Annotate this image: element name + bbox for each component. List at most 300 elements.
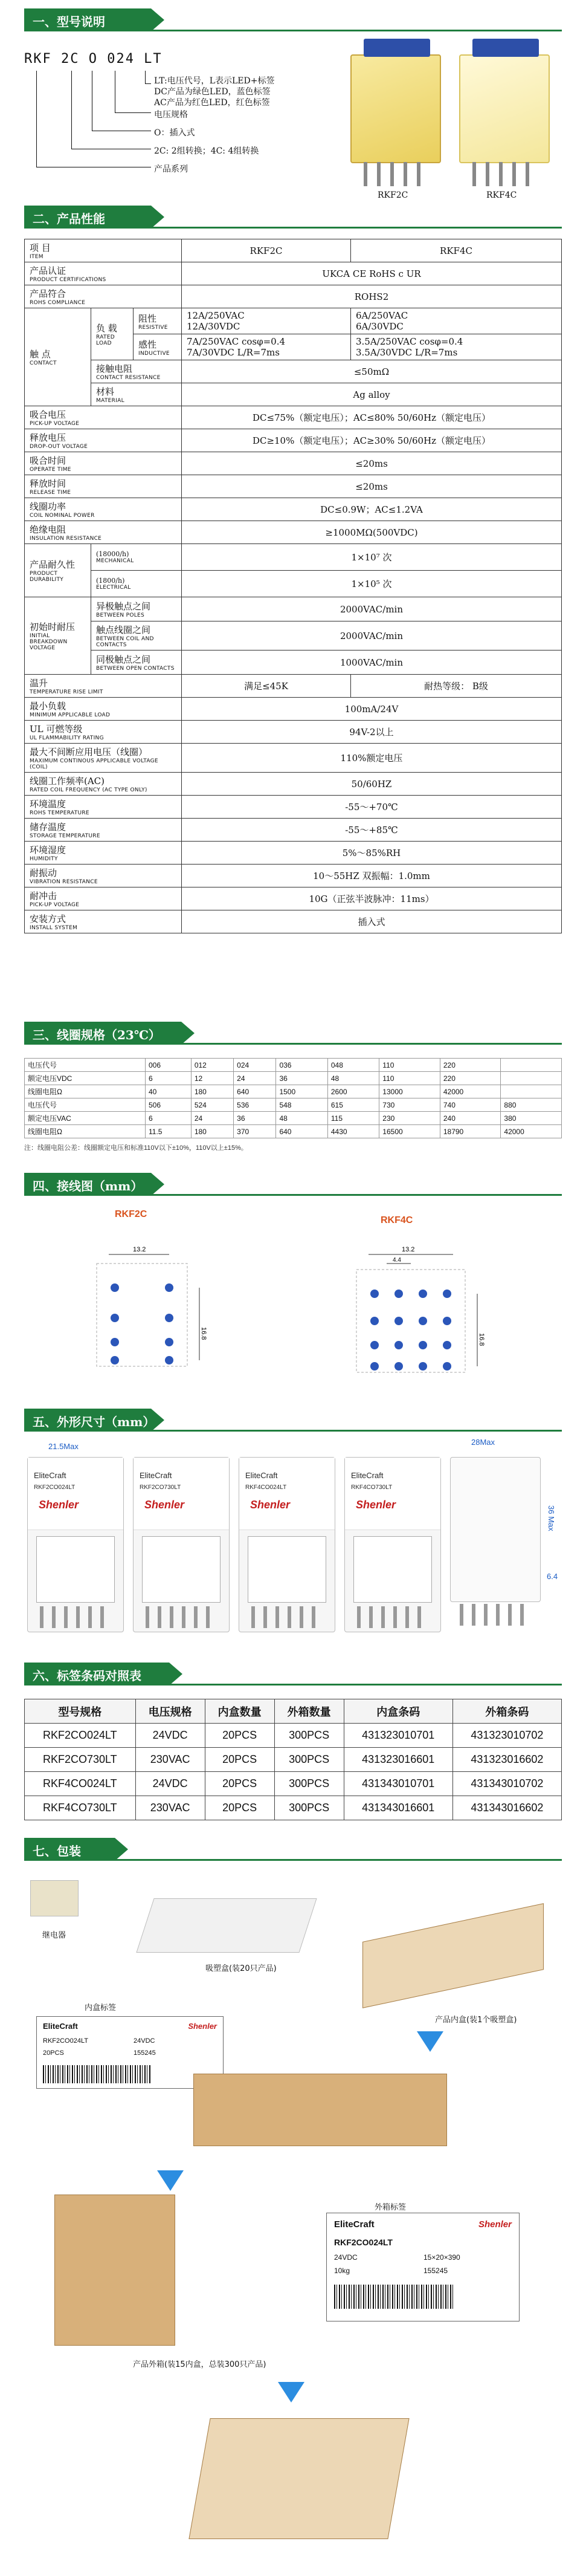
cell-cn: 产品符合 (30, 288, 66, 299)
table-row (25, 1098, 562, 1112)
table-cell: 220 (440, 1059, 501, 1072)
table-cell: 180 (191, 1085, 233, 1098)
column-header: 型号规格 (25, 1699, 136, 1724)
single-relay-image (30, 1880, 79, 1916)
table-cell: 6 (146, 1072, 192, 1085)
outer-label-card (326, 2213, 520, 2321)
model-line-1: LT:电压代号，L表示LED+标签 (154, 76, 275, 86)
table-cell: 110 (379, 1059, 440, 1072)
cell-value: ≤20ms (182, 452, 562, 475)
cell-en: ROHS TEMPERATURE (30, 810, 89, 816)
model-explanation (24, 51, 338, 184)
table-cell: 230VAC (135, 1748, 205, 1772)
brand-logo-red: Shenler (250, 1499, 291, 1511)
cell-cn: 温升 (30, 678, 48, 689)
cell-en: MATERIAL (96, 398, 124, 404)
cell-en: PICK-UP VOLTAGE (30, 902, 80, 908)
cell-value: 5%～85%RH (182, 842, 562, 865)
relay-image-rkf4c (459, 54, 550, 163)
cell-value: Ag alloy (182, 383, 562, 406)
relay-cap (364, 39, 430, 57)
cell-cn: 感性 (138, 339, 157, 350)
label-weight: 10kg (334, 2266, 350, 2275)
cell-en: RESISTIVE (138, 324, 168, 331)
section-divider (24, 1859, 562, 1861)
cell-value: 1×10⁵ 次 (182, 571, 562, 597)
product-pins (460, 1604, 532, 1626)
brand-logo: EliteCraft (34, 1471, 66, 1480)
model-line-7: 产品系列 (154, 164, 188, 174)
arrow-icon (417, 2031, 443, 2052)
table-row (25, 1796, 562, 1820)
cell-cn: 产品耐久性 (30, 559, 76, 570)
product-model: RKF2CO730LT (140, 1484, 181, 1491)
row-label: 电压代号 (25, 1059, 146, 1072)
table-cell: 024 (234, 1059, 276, 1072)
table-cell: 1500 (276, 1085, 327, 1098)
cell-value: ROHS2 (182, 285, 562, 308)
label-brand-red: Shenler (188, 2022, 217, 2031)
cell-en: HUMIDITY (30, 856, 58, 862)
row-label: 额定电压VDC (25, 1072, 146, 1085)
cell-value: 耐热等级： B级 (351, 675, 562, 698)
table-cell: 506 (146, 1098, 192, 1112)
column-header: 电压规格 (135, 1699, 205, 1724)
table-cell: 180 (191, 1125, 233, 1138)
section-title-wiring: 四、接线图（mm） (24, 1173, 151, 1196)
table-row (25, 239, 562, 262)
table-cell: 40 (146, 1085, 192, 1098)
table-row (25, 429, 562, 452)
table-row (25, 521, 562, 544)
table-cell: 20PCS (205, 1724, 274, 1748)
row-label: 额定电压VAC (25, 1112, 146, 1125)
table-cell (501, 1059, 562, 1072)
table-cell: 36 (234, 1112, 276, 1125)
table-row (25, 675, 562, 698)
table-cell: RKF2CO730LT (25, 1748, 136, 1772)
cell-cn: 同极触点之间 (96, 654, 151, 665)
cell-cn: 安装方式 (30, 913, 66, 924)
table-cell: 431323010701 (344, 1724, 452, 1748)
model-line-5: O：插入式 (154, 128, 195, 138)
relay-cap (472, 39, 539, 57)
cell-value: 3.5A/250VAC cosφ=0.4 3.5A/30VDC L/R=7ms (351, 334, 562, 360)
cell-en: TEMPERATURE RISE LIMIT (30, 689, 103, 695)
table-row (25, 383, 562, 406)
table-row (25, 650, 562, 675)
table-row (25, 1085, 562, 1098)
product-view-1 (27, 1457, 124, 1632)
table-cell: 6 (146, 1112, 192, 1125)
cell-en: CONTACT (30, 360, 57, 366)
table-row (25, 910, 562, 933)
cell-en: MECHANICAL (96, 558, 134, 564)
product-model: RKF4CO024LT (245, 1484, 287, 1491)
table-cell: 431343016601 (344, 1796, 452, 1820)
wiring-title-right: RKF4C (381, 1215, 413, 1225)
inner-box-image (362, 1903, 544, 2008)
table-cell: 24 (234, 1072, 276, 1085)
section-title-dimensions: 五、外形尺寸（mm） (24, 1409, 151, 1432)
table-cell: 615 (327, 1098, 379, 1112)
table-row (25, 308, 562, 334)
section-divider (24, 1043, 562, 1045)
table-cell (501, 1072, 562, 1085)
table-cell: 548 (276, 1098, 327, 1112)
table-cell: 11.5 (146, 1125, 192, 1138)
table-cell: 220 (440, 1072, 501, 1085)
table-cell: 24VDC (135, 1724, 205, 1748)
cell-value: ≤50mΩ (182, 360, 562, 383)
inner-box-label: 产品内盒(装1个吸塑盒) (435, 2016, 517, 2025)
cell-cn: 阻性 (138, 313, 157, 324)
label-size: 15×20×390 (423, 2253, 460, 2262)
product-side-view (450, 1457, 541, 1602)
table-cell: 42000 (501, 1125, 562, 1138)
wiring-title-left: RKF2C (115, 1209, 147, 1219)
table-cell: 24VDC (135, 1772, 205, 1796)
cell-value: 插入式 (182, 910, 562, 933)
row-label: 线圈电阻Ω (25, 1125, 146, 1138)
product-view-4 (344, 1457, 441, 1632)
label-voltage: 24VDC (134, 2037, 155, 2045)
cell-value: -55～+85℃ (182, 819, 562, 842)
table-cell: 300PCS (274, 1796, 344, 1820)
product-face (239, 1458, 335, 1530)
table-cell: 230VAC (135, 1796, 205, 1820)
cell-value: 10G（正弦半波脉冲：11ms） (182, 887, 562, 910)
cert-logos: UKCA CE RoHS c UR (182, 262, 562, 285)
table-row (25, 865, 562, 887)
cell-cn: 耐振动 (30, 868, 57, 878)
table-cell: 370 (234, 1125, 276, 1138)
column-header: 外箱数量 (274, 1699, 344, 1724)
table-cell: 20PCS (205, 1748, 274, 1772)
performance-table (24, 239, 562, 933)
table-row (25, 773, 562, 796)
column-header: 内盒数量 (205, 1699, 274, 1724)
relay-image-rkf2c (350, 54, 441, 163)
cell-cn: UL 可燃等级 (30, 724, 83, 735)
table-cell: 431343016602 (452, 1796, 561, 1820)
table-row (25, 360, 562, 383)
outer-label-title: 外箱标签 (375, 2203, 407, 2212)
table-cell: RKF4CO730LT (25, 1796, 136, 1820)
cell-value: 10～55HZ 双振幅：1.0mm (182, 865, 562, 887)
dim-label-width: 13.2 (402, 1246, 415, 1253)
tray-image (136, 1898, 317, 1953)
table-cell: 115 (327, 1112, 379, 1125)
cell-en: INDUCTIVE (138, 350, 170, 357)
cell-cn: 最大不间断应用电压（线圈） (30, 747, 148, 758)
cell-value: DC≤75%（额定电压）；AC≤80% 50/60Hz（额定电压） (182, 406, 562, 429)
section-title-model: 一、型号说明 (24, 8, 151, 31)
cell-en: INSULATION RESISTANCE (30, 536, 102, 542)
arrow-icon (278, 2382, 304, 2402)
table-row (25, 1125, 562, 1138)
label-qty: 20PCS (43, 2049, 64, 2057)
cell-cn: 绝缘电阻 (30, 524, 66, 535)
table-cell: 20PCS (205, 1772, 274, 1796)
cell-cn: 线圈功率 (30, 501, 66, 512)
cell-cn: 接触电阻 (96, 363, 133, 374)
sealed-outer-box (188, 2418, 409, 2539)
product-pins (357, 1606, 430, 1628)
dim-height-label: 36 Max (547, 1505, 556, 1531)
table-cell: 431323010702 (452, 1724, 561, 1748)
cell-value: 94V-2以上 (182, 721, 562, 744)
cell-en: PRODUCT DURABILITY (30, 571, 64, 583)
table-row (25, 1072, 562, 1085)
cell-cn: 最小负载 (30, 701, 66, 712)
cell-en: RATED COIL FREQUENCY (AC TYPE ONLY) (30, 787, 147, 793)
dim-label-height: 16.8 (200, 1327, 207, 1340)
table-row (25, 744, 562, 773)
table-cell: 380 (501, 1112, 562, 1125)
brand-logo: EliteCraft (245, 1471, 278, 1480)
cell-cn: 释放时间 (30, 478, 66, 489)
dim-label-width: 13.2 (133, 1246, 146, 1253)
cell-value: 100mA/24V (182, 698, 562, 721)
header-rkf4c: RKF4C (351, 239, 562, 262)
table-cell: 036 (276, 1059, 327, 1072)
cell-cn: 负 载 (96, 323, 117, 334)
label-model: RKF2CO024LT (43, 2037, 88, 2045)
section-divider (24, 30, 562, 31)
cell-value: 1×10⁷ 次 (182, 544, 562, 571)
model-line-6: 2C: 2组转换；4C: 4组转换 (154, 146, 259, 156)
table-cell: 640 (234, 1085, 276, 1098)
table-cell: 2600 (327, 1085, 379, 1098)
table-cell: 13000 (379, 1085, 440, 1098)
cell-en: MINIMUM APPLICABLE LOAD (30, 712, 111, 718)
cell-en: OPERATE TIME (30, 467, 71, 473)
section-title-performance: 二、产品性能 (24, 206, 151, 229)
relay-pins (472, 162, 539, 186)
product-view-3 (239, 1457, 335, 1632)
label-brand: EliteCraft (334, 2219, 375, 2230)
cell-cn: 吸合电压 (30, 409, 66, 420)
dim-label-height: 16.8 (478, 1333, 485, 1346)
table-cell: 12 (191, 1072, 233, 1085)
cell-cn: 耐冲击 (30, 891, 57, 901)
table-cell: 300PCS (274, 1772, 344, 1796)
cell-en: INSTALL SYSTEM (30, 925, 78, 931)
table-row (25, 1112, 562, 1125)
label-voltage: 24VDC (334, 2253, 358, 2262)
table-row (25, 621, 562, 650)
cell-en: PICK-UP VOLTAGE (30, 421, 80, 427)
cell-en: STORAGE TEMPERATURE (30, 833, 100, 839)
cell-cn: 产品认证 (30, 265, 66, 276)
row-label: 电压代号 (25, 1098, 146, 1112)
cell-cn: 环境湿度 (30, 845, 66, 855)
label-code: 155245 (423, 2266, 448, 2275)
column-header: 内盒条码 (344, 1699, 452, 1724)
table-cell: 740 (440, 1098, 501, 1112)
section-title-packaging: 七、包装 (24, 1838, 115, 1861)
cell-cn: 吸合时间 (30, 455, 66, 466)
table-cell: 431343010701 (344, 1772, 452, 1796)
cell-cn: 材料 (96, 386, 115, 397)
wiring-diagram-rkf4c (350, 1246, 489, 1378)
product-face (345, 1458, 440, 1530)
table-row (25, 796, 562, 819)
section-divider (24, 1684, 562, 1685)
wiring-diagram-rkf2c (91, 1246, 211, 1378)
cell-cn: 线圈工作频率(AC) (30, 776, 105, 787)
outer-box-stack (54, 2195, 175, 2346)
tray-label: 吸塑盒(装20只产品) (205, 1964, 277, 1973)
table-cell: 880 (501, 1098, 562, 1112)
table-cell: 048 (327, 1059, 379, 1072)
table-row (25, 452, 562, 475)
cell-value: DC≥10%（额定电压）；AC≥30% 50/60Hz（额定电压） (182, 429, 562, 452)
header-item-cn: 项 目 (30, 242, 51, 253)
section-divider (24, 227, 562, 229)
product-model: RKF4CO730LT (351, 1484, 393, 1491)
table-cell: 300PCS (274, 1724, 344, 1748)
cell-value: DC≤0.9W；AC≤1.2VA (182, 498, 562, 521)
row-label: 线圈电阻Ω (25, 1085, 146, 1098)
cell-cn: 环境温度 (30, 799, 66, 809)
relay-pins (364, 162, 430, 186)
cell-cn: 释放电压 (30, 432, 66, 443)
cell-cn: 储存温度 (30, 822, 66, 832)
table-cell: 230 (379, 1112, 440, 1125)
table-header-row (25, 1699, 562, 1724)
model-line-2: DC产品为绿色LED，蓝色标签 (154, 87, 271, 97)
dim-label-pitch: 4.4 (393, 1257, 401, 1264)
table-row (25, 698, 562, 721)
section-divider (24, 1194, 562, 1196)
table-row (25, 819, 562, 842)
table-cell: 730 (379, 1098, 440, 1112)
inner-label-title: 内盒标签 (85, 2003, 117, 2013)
table-cell: 48 (327, 1072, 379, 1085)
cell-cn: (1800/h) (96, 577, 125, 585)
brand-logo: EliteCraft (351, 1471, 384, 1480)
cell-value: 6A/250VAC 6A/30VDC (351, 308, 562, 334)
section-title-barcode: 六、标签条码对照表 (24, 1663, 169, 1685)
cell-en: MAXIMUM CONTINOUS APPLICABLE VOLTAGE (COIL) (30, 758, 158, 770)
table-cell (501, 1085, 562, 1098)
cell-value: 50/60HZ (182, 773, 562, 796)
arrow-icon (157, 2170, 184, 2191)
table-cell: RKF2CO024LT (25, 1724, 136, 1748)
table-row (25, 498, 562, 521)
cell-en: RATED LOAD (96, 334, 115, 346)
cell-value: 2000VAC/min (182, 597, 562, 621)
table-cell: 36 (276, 1072, 327, 1085)
table-row (25, 1748, 562, 1772)
table-cell: 431343010702 (452, 1772, 561, 1796)
circuit-label (353, 1536, 432, 1603)
product-model: RKF2CO024LT (34, 1484, 76, 1491)
table-cell: 16500 (379, 1125, 440, 1138)
table-cell: 4430 (327, 1125, 379, 1138)
inner-box-closed (193, 2074, 447, 2146)
table-row (25, 262, 562, 285)
cell-value: ≤20ms (182, 475, 562, 498)
barcode-image (334, 2285, 455, 2309)
table-row (25, 842, 562, 865)
table-row (25, 571, 562, 597)
cell-cn: 异极触点之间 (96, 601, 151, 612)
circuit-label (248, 1536, 326, 1603)
brand-logo-red: Shenler (144, 1499, 185, 1511)
cell-value: 满足≤45K (182, 675, 351, 698)
cell-value: -55～+70℃ (182, 796, 562, 819)
table-row (25, 1772, 562, 1796)
cell-value: 7A/250VAC cosφ=0.4 7A/30VDC L/R=7ms (182, 334, 351, 360)
table-cell: 640 (276, 1125, 327, 1138)
cell-en: BETWEEN COIL AND CONTACTS (96, 636, 154, 648)
table-cell: 431323016602 (452, 1748, 561, 1772)
table-cell: 24 (191, 1112, 233, 1125)
cell-en: PRODUCT CERTIFICATIONS (30, 277, 106, 283)
brand-logo: EliteCraft (140, 1471, 172, 1480)
section-title-coil: 三、线圈规格（23℃） (24, 1022, 181, 1045)
dim-width-label: 21.5Max (48, 1442, 79, 1451)
cell-value: 110%额定电压 (182, 744, 562, 773)
model-line-4: 电压规格 (154, 110, 188, 120)
table-row (25, 1724, 562, 1748)
brand-logo-red: Shenler (356, 1499, 396, 1511)
cell-en: CONTACT RESISTANCE (96, 375, 161, 381)
product-pins (251, 1606, 324, 1628)
circuit-label (142, 1536, 221, 1603)
model-code: RKF 2C O 024 LT (24, 51, 163, 67)
table-cell: 536 (234, 1098, 276, 1112)
coil-note: 注：线圈电阻公差：线圈额定电压和标准110V以下±10%，110V以上±15%。 (24, 1144, 248, 1152)
cell-en: ROHS COMPLIANCE (30, 300, 86, 306)
cell-en: INITIAL BREAKDOWN VOLTAGE (30, 633, 68, 651)
dim-pin-label: 6.4 (547, 1572, 558, 1581)
dim-depth-label: 28Max (471, 1438, 495, 1447)
table-row (25, 544, 562, 571)
header-rkf2c: RKF2C (182, 239, 351, 262)
coil-spec-table (24, 1058, 562, 1138)
brand-logo-red: Shenler (39, 1499, 79, 1511)
table-cell: 300PCS (274, 1748, 344, 1772)
header-item-en: ITEM (30, 254, 43, 260)
model-line-3: AC产品为红色LED，红色标签 (154, 98, 270, 108)
table-cell: 012 (191, 1059, 233, 1072)
table-cell: 48 (276, 1112, 327, 1125)
table-cell: 524 (191, 1098, 233, 1112)
product-pins (146, 1606, 218, 1628)
label-model: RKF2CO024LT (334, 2237, 393, 2247)
single-relay-label: 继电器 (42, 1931, 66, 1940)
column-header: 外箱条码 (452, 1699, 561, 1724)
cell-value: 2000VAC/min (182, 621, 562, 650)
table-cell: 006 (146, 1059, 192, 1072)
product-face (28, 1458, 123, 1530)
product-face (134, 1458, 229, 1530)
table-row (25, 475, 562, 498)
barcode-image (43, 2065, 152, 2083)
cell-value: 1000VAC/min (182, 650, 562, 675)
product-pins (40, 1606, 112, 1628)
table-row (25, 887, 562, 910)
cell-en: DROP-OUT VOLTAGE (30, 444, 88, 450)
relay-label-right: RKF4C (486, 190, 517, 200)
cell-cn: 初始时耐压 (30, 621, 76, 632)
product-view-2 (133, 1457, 230, 1632)
outer-box-label: 产品外箱(装15内盒，总装300只产品) (133, 2360, 266, 2369)
